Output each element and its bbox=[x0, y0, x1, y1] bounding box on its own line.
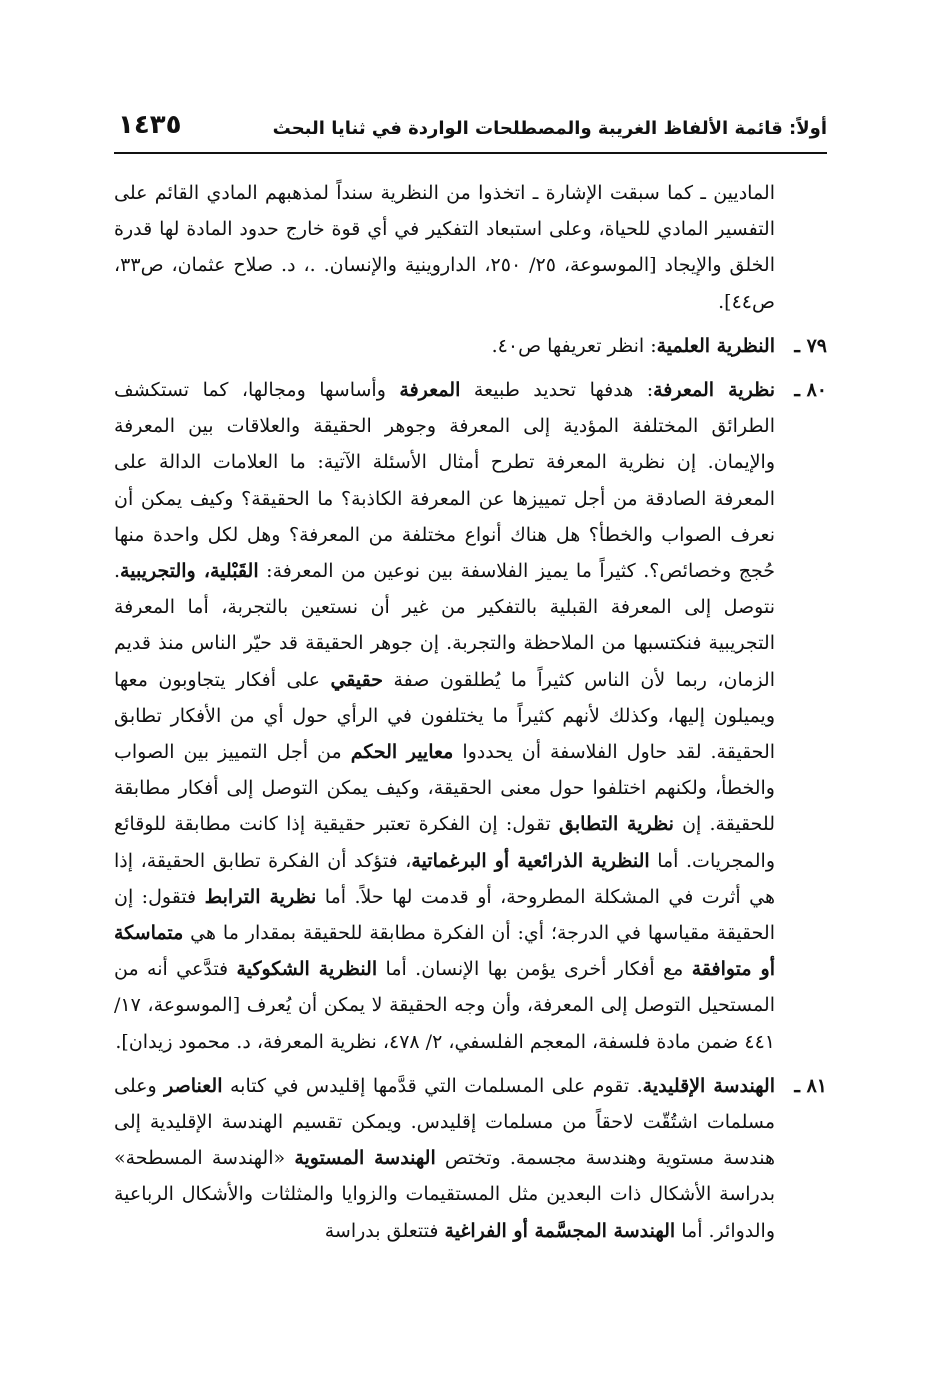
term: النظرية الشكوكية bbox=[236, 958, 378, 981]
entry-80 bbox=[114, 372, 827, 1060]
text-run: «الهندسة المسطحة» بدراسة الأشكال ذات البعدين مثل المستقيمات والزوايا والمثلثات والأشكال الرباعية والدوائر. أما bbox=[114, 1147, 775, 1242]
term: النظرية الذرائعية أو البرغماتية bbox=[411, 849, 650, 872]
text-run: : هدفها تحديد طبيعة bbox=[460, 379, 654, 402]
term: الهندسة المجسَّمة أو الفراغية bbox=[444, 1219, 676, 1242]
term: القَبْلية، والتجريبية bbox=[120, 560, 259, 583]
text-run: مع أفكار أخرى يؤمن بها الإنسان. أما bbox=[377, 958, 692, 981]
entry-79 bbox=[114, 328, 827, 364]
term: حقيقي bbox=[330, 668, 383, 691]
term: نظرية المعرفة bbox=[653, 379, 775, 402]
header-title: أولاً: قائمة الألفاظ الغريبة والمصطلحات الواردة في ثنايا البحث bbox=[272, 118, 827, 139]
text-run: . تقوم على المسلمات التي قدَّمها إقليدس في كتابه bbox=[222, 1074, 643, 1097]
body-text bbox=[114, 175, 827, 1249]
text-run: ، فتؤكد أن الفكرة تطابق الحقيقة، إذا هي أثرت في المشكلة المطروحة، أو قدمت لها حلاً. أما bbox=[114, 849, 775, 908]
term: الهندسة المستوية bbox=[294, 1147, 436, 1170]
entry-81 bbox=[114, 1068, 827, 1249]
text-run: . نتوصل إلى المعرفة القبلية بالتفكير من غير أن نستعين بالتجربة، أما المعرفة التجريبية فنكتسبها من الملاحظة والتجربة. إن جوهر الحقيقة قد حيّر الناس منذ قديم الزمان، ربما لأن الناس كثيراً ما يُطلقون صفة bbox=[114, 560, 776, 691]
term: متماسكة أو متوافقة bbox=[114, 922, 775, 981]
text-run: وأساسها ومجالها، كما تستكشف الطرائق المختلفة المؤدية إلى المعرفة وجوهر الحقيقة والعلاقات بين المعرفة والإيمان. إن نظرية المعرفة تطرح أمثال الأسئلة الآتية: ما العلامات الدالة على المعرفة الصادقة من أجل تمييزها عن المعرفة الكاذبة؟ ما الحقيقة؟ وكيف يمكن أن نعرف الصواب والخطأ؟ هل هناك أنواع مختلفة من المعرفة؟ وهل لكل واحدة منها حُجج وخصائص؟. كثيراً ما يميز الفلاسفة بين نوعين من المعرفة: bbox=[114, 379, 775, 583]
entry-number: ٧٩ ـ bbox=[794, 334, 827, 357]
text-run: فتدَّعي أنه من المستحيل التوصل إلى المعرفة، وأن وجه الحقيقة لا يمكن أن يُعرف [الموسوعة، ١٧/ ٤٤١ ضمن مادة فلسفة، المعجم الفلسفي، ٢/ ٤٧٨، نظرية المعرفة، د. محمود زيدان]. bbox=[114, 958, 775, 1053]
entry-number: ٨١ ـ bbox=[794, 1074, 827, 1097]
text-run: فتقول: إن الحقيقة مقياسها في الدرجة؛ أي: أن الفكرة مطابقة للحقيقة بمقدار ما هي bbox=[114, 885, 775, 945]
text-run: من أجل التمييز بين الصواب والخطأ، ولكنهم اختلفوا حول معنى الحقيقة، وكيف يمكن التوصل إلى أفكار مطابقة للحقيقة. إن bbox=[114, 741, 776, 836]
term: نظرية الترابط bbox=[204, 885, 317, 908]
term: الهندسة الإقليدية bbox=[642, 1074, 775, 1097]
term: العناصر bbox=[164, 1074, 223, 1097]
text-run: على أفكار يتجاوبون معها ويميلون إليها، وكذلك لأنهم كثيراً ما يختلفون في الرأي حول أي من الأفكار تطابق الحقيقة. لقد حاول الفلاسفة أن يحددوا bbox=[114, 668, 776, 764]
text-run: : انظر تعريفها ص٤٠. bbox=[491, 334, 657, 357]
term: معايير الحكم bbox=[350, 741, 454, 764]
entry-number: ٨٠ ـ bbox=[794, 379, 827, 402]
term: نظرية التطابق bbox=[558, 813, 674, 836]
continued-paragraph: الماديين ـ كما سبقت الإشارة ـ اتخذوا من النظرية سنداً لمذهبهم المادي القائم على التفسير المادي للحياة، وعلى استبعاد التفكير في أي قوة خارج حدود المادة لها قدرة الخلق والإيجاد [الموسوعة، ٢٥/ ٢٥٠، الداروينية والإنسان. .، د. صلاح عثمان، ص٣٣، ص٤٤]. bbox=[114, 182, 775, 313]
term: المعرفة bbox=[399, 379, 461, 402]
header-rule bbox=[114, 152, 827, 154]
text-run: فتتعلق بدراسة bbox=[324, 1219, 445, 1242]
term: النظرية العلمية bbox=[656, 334, 775, 357]
running-header bbox=[118, 108, 827, 148]
text-run: وعلى مسلمات اشتُقّت لاحقاً من مسلمات إقليدس. ويمكن تقسيم الهندسة الإقليدية إلى هندسة مستوية وهندسة مجسمة. وتختص bbox=[114, 1074, 776, 1170]
page-number: ١٤٣٥ bbox=[118, 110, 182, 140]
text-run: تقول: إن الفكرة تعتبر حقيقية إذا كانت مطابقة للوقائع والمجريات. أما bbox=[114, 813, 775, 872]
